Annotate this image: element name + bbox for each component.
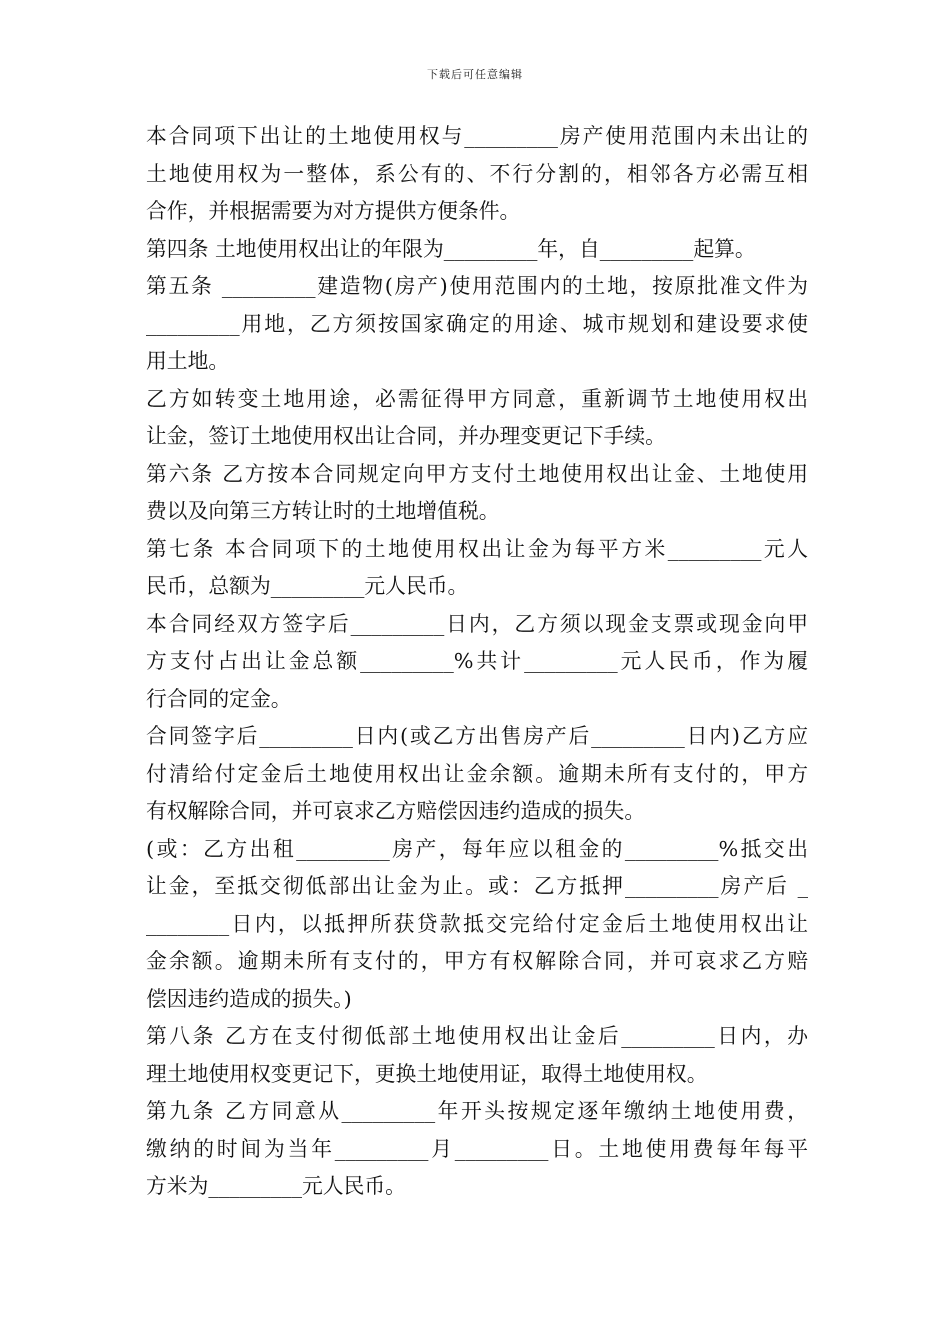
text-line: ________日内，以抵押所获贷款抵交完给付定金后土地使用权出让 [146, 911, 808, 936]
text-line: 让金，至抵交彻低部出让金为止。或：乙方抵押_________房产后 _ [146, 874, 808, 898]
text-line: 金余额。逾期未所有支付的，甲方有权解除合同，并可哀求乙方赔 [146, 949, 808, 973]
text-line: 民币，总额为_________元人民币。 [146, 574, 469, 598]
text-line: 本合同项下出让的土地使用权与_________房产使用范围内未出让的 [146, 124, 808, 148]
text-line: 理土地使用权变更记下，更换土地使用证，取得土地使用权。 [146, 1061, 708, 1086]
text-line: 用土地。 [146, 349, 230, 373]
text-line: 方米为_________元人民币。 [146, 1174, 406, 1198]
text-line: 第七条 本合同项下的土地使用权出让金为每平方米_________元人 [146, 536, 808, 561]
text-line: 偿因违约造成的损失。) [146, 986, 352, 1011]
text-line: 行合同的定金。 [146, 686, 292, 711]
text-line: 有权解除合同，并可哀求乙方赔偿因违约造成的损失。 [146, 799, 646, 823]
text-line: _________用地，乙方须按国家确定的用途、城市规划和建设要求使 [146, 311, 808, 336]
text-line: (或：乙方出租_________房产，每年应以租金的_________%抵交出 [146, 836, 808, 861]
text-line: 让金，签订土地使用权出让合同，并办理变更记下手续。 [146, 424, 666, 448]
text-line: 第四条 土地使用权出让的年限为_________年，自_________起算。 [146, 236, 756, 261]
page-header: 下载后可任意编辑 [427, 68, 523, 81]
text-line: 合同签字后_________日内(或乙方出售房产后_________日内)乙方应 [146, 724, 808, 748]
text-line: 付清给付定金后土地使用权出让金余额。逾期未所有支付的，甲方 [146, 761, 808, 786]
text-line: 缴纳的时间为当年_________月_________日。土地使用费每年每平 [146, 1136, 808, 1161]
text-line: 第九条 乙方同意从_________年开头按规定逐年缴纳土地使用费， [146, 1099, 808, 1123]
text-line: 土地使用权为一整体，系公有的、不行分割的，相邻各方必需互相 [146, 161, 808, 186]
text-line: 方支付占出让金总额_________%共计_________元人民币，作为履 [146, 649, 808, 673]
text-line: 乙方如转变土地用途，必需征得甲方同意，重新调节土地使用权出 [146, 386, 808, 411]
text-line: 本合同经双方签字后_________日内，乙方须以现金支票或现金向甲 [146, 611, 808, 636]
text-line: 第五条 _________建造物(房产)使用范围内的土地，按原批准文件为 [146, 274, 808, 298]
text-line: 第六条 乙方按本合同规定向甲方支付土地使用权出让金、土地使用 [146, 461, 808, 486]
text-line: 第八条 乙方在支付彻低部土地使用权出让金后_________日内，办 [146, 1024, 808, 1048]
text-line: 合作，并根据需要为对方提供方便条件。 [146, 199, 521, 223]
text-line: 费以及向第三方转让时的土地增值税。 [146, 499, 500, 523]
document-body [146, 118, 808, 1206]
